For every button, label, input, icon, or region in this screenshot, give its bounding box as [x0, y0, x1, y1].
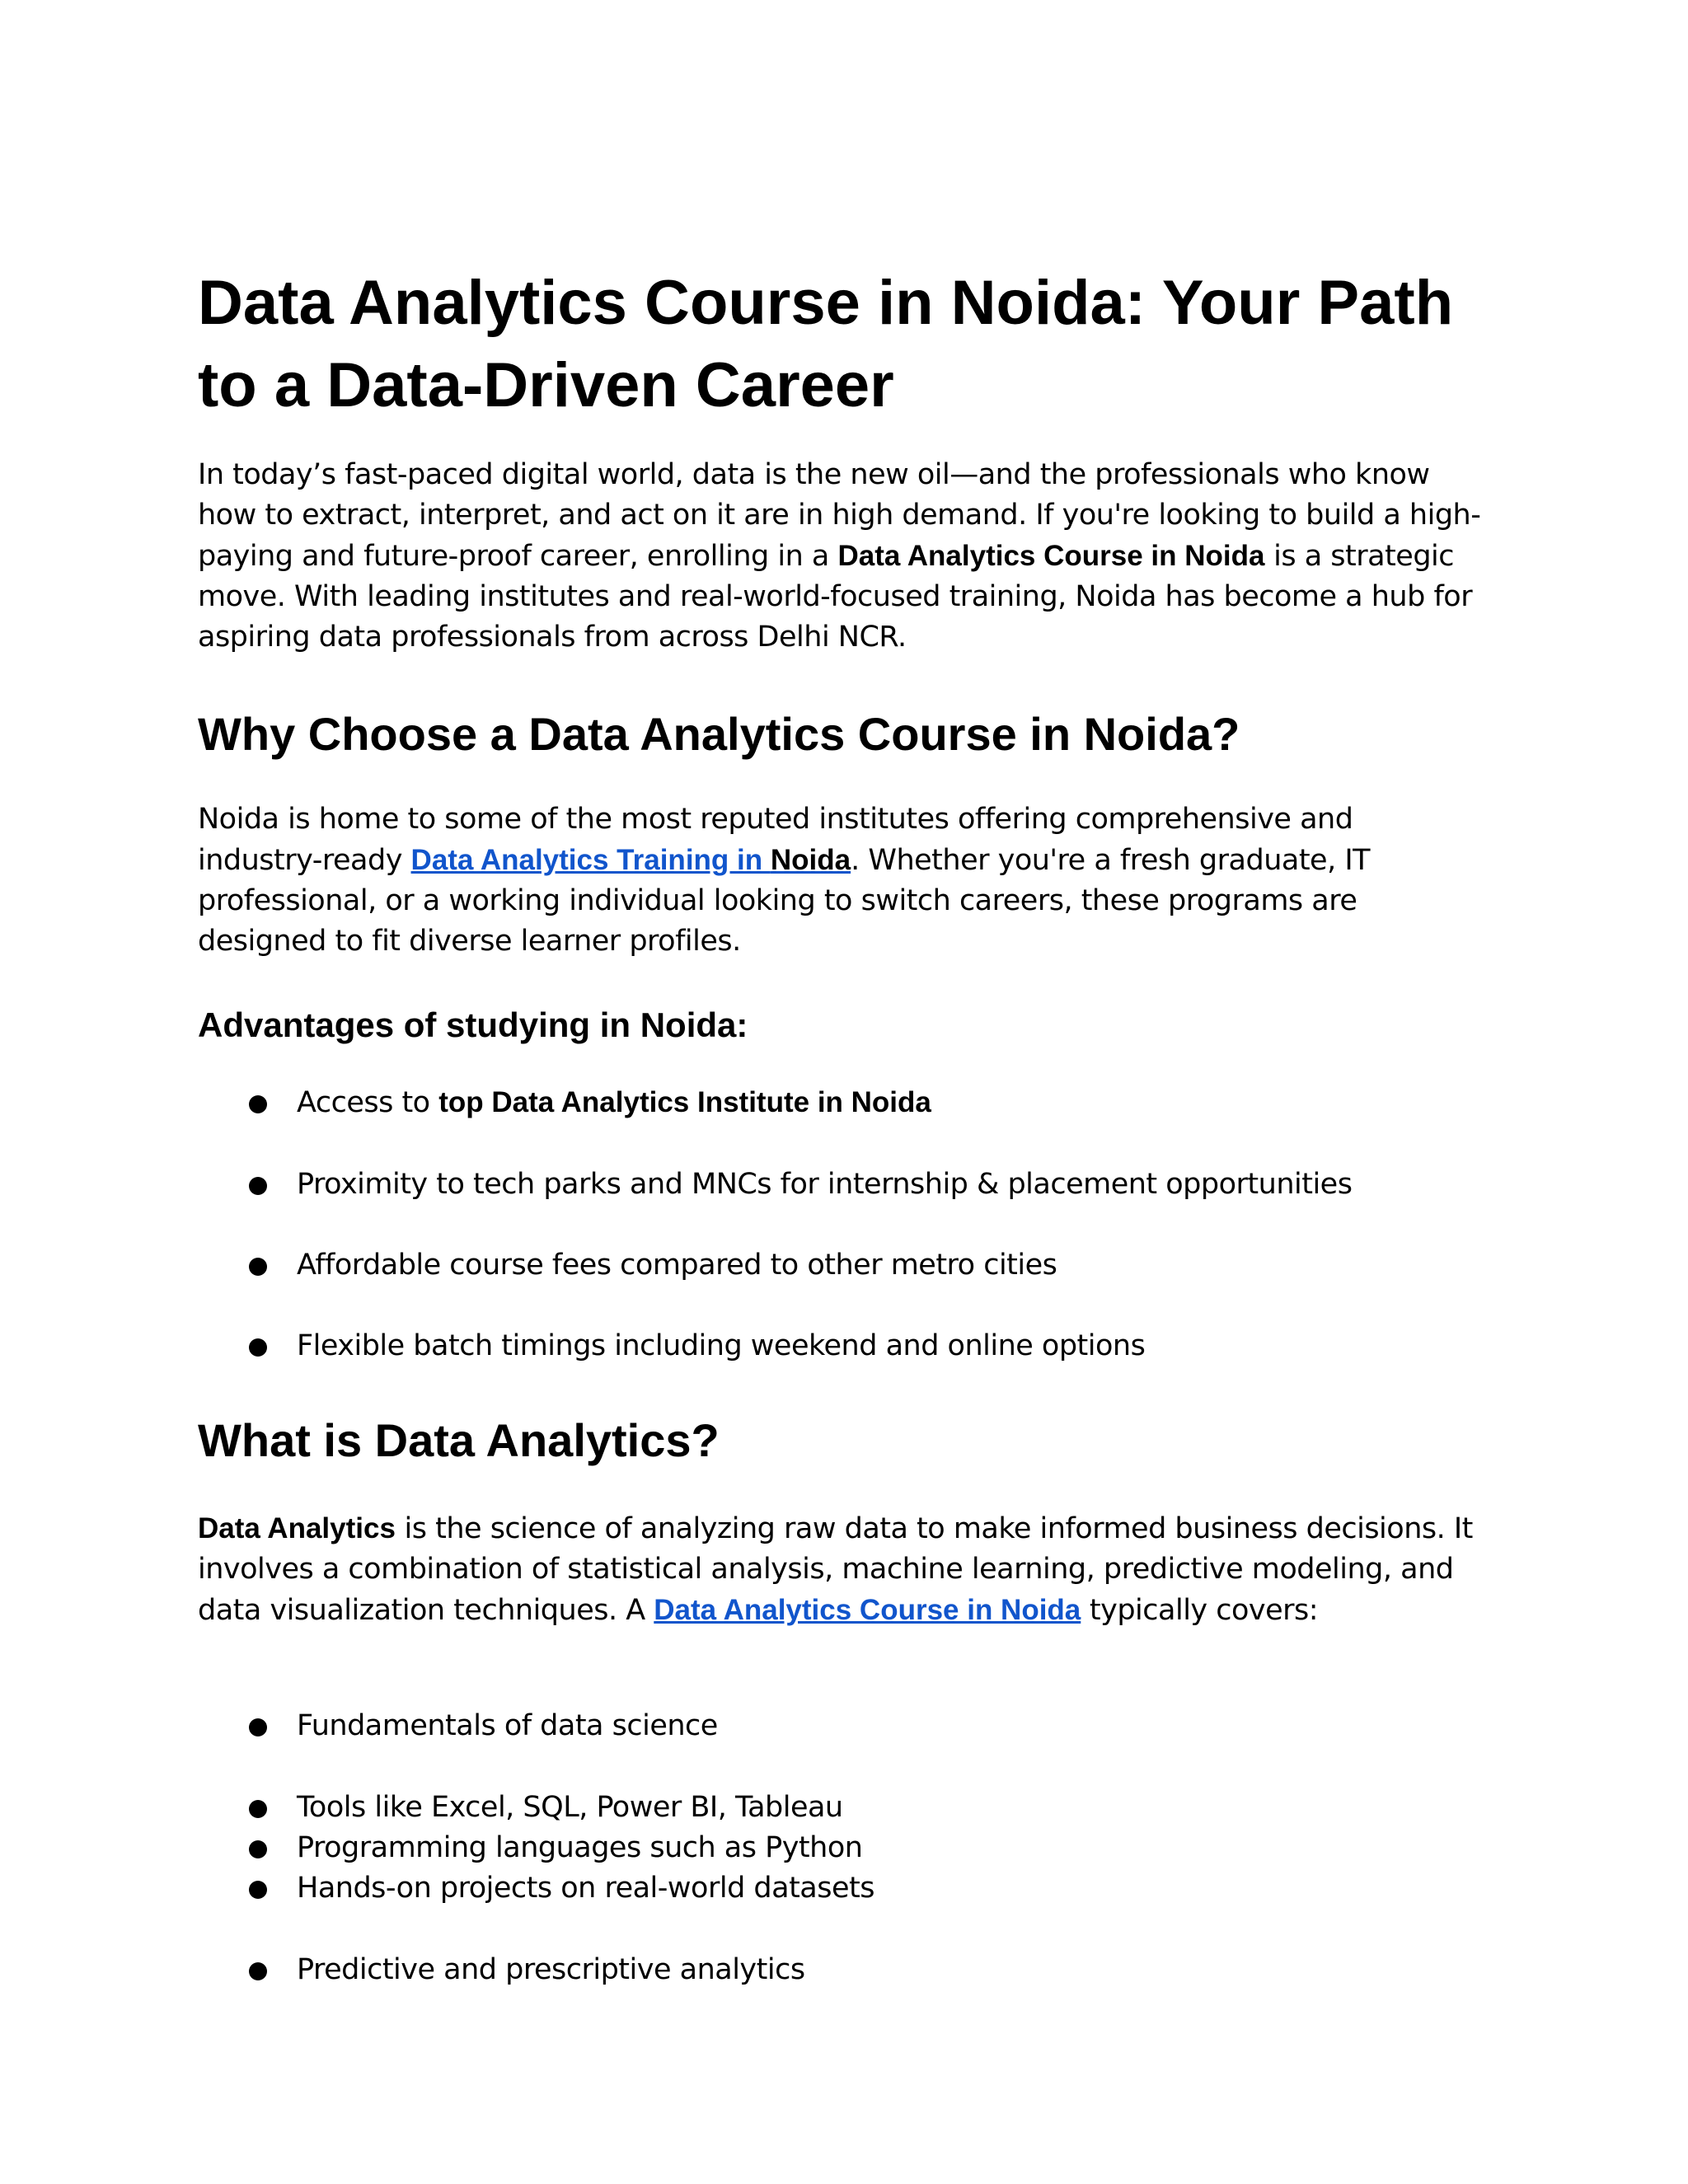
- what-text: is the science of analyzing raw data to make informed business decisions. It involves a combination of statistical analysis, machine learning, predictive modeling, and data visualization techniques. A: [198, 1512, 1473, 1627]
- what-text-end: typically covers:: [1081, 1594, 1319, 1627]
- course-link[interactable]: Data Analytics Course in Noida: [654, 1594, 1081, 1626]
- training-link-tail: Noida: [770, 844, 851, 876]
- bullet-icon: [249, 1718, 267, 1736]
- intro-text-end: is a strategic move. With leading institutes and real-world-focused training, Noida has become a hub for aspiring data professionals from across Delhi NCR.: [198, 540, 1473, 654]
- list-item-bold: top Data Analytics Institute in Noida: [438, 1086, 931, 1118]
- what-paragraph: [198, 1508, 1484, 1631]
- list-item-text: Hands-on projects on real-world datasets: [297, 1872, 874, 1905]
- list-item: [198, 1949, 1484, 1990]
- list-item-prefix: Access to: [297, 1086, 439, 1119]
- list-item-text: Predictive and prescriptive analytics: [297, 1953, 805, 1986]
- list-item: [198, 1787, 1484, 1828]
- intro-paragraph: [198, 455, 1484, 658]
- list-item: [198, 1868, 1484, 1909]
- why-text-end: . Whether you're a fresh graduate, IT professional, or a working individual looking to switch careers, these programs are designed to fit diverse learner profiles.: [198, 844, 1371, 958]
- list-item: [198, 1164, 1484, 1205]
- training-link[interactable]: [411, 844, 851, 876]
- list-item-text: Fundamentals of data science: [297, 1709, 718, 1742]
- training-link-label: Data Analytics Training in: [410, 844, 771, 876]
- advantages-heading: Advantages of studying in Noida:: [198, 1005, 748, 1044]
- list-item-text: Tools like Excel, SQL, Power BI, Tableau: [297, 1791, 843, 1824]
- intro-text: In today’s fast-paced digital world, data is the new oil—and the professionals who know how to extract, interpret, and act on it are in high demand. If you're looking to build a high-paying and future-proof career, enrolling in a: [198, 458, 1481, 573]
- bullet-icon: [249, 1800, 267, 1818]
- bullet-icon: [249, 1881, 267, 1899]
- list-item-text: Proximity to tech parks and MNCs for internship & placement opportunities: [297, 1168, 1353, 1201]
- intro-bold-text: Data Analytics Course in Noida: [837, 540, 1265, 572]
- page-title: Data Analytics Course in Noida: Your Path to a Data-Driven Career: [198, 268, 1454, 420]
- list-item-text: Programming languages such as Python: [297, 1831, 863, 1864]
- list-item: [198, 1244, 1484, 1286]
- list-item-text: Flexible batch timings including weekend and online options: [297, 1329, 1146, 1362]
- list-item: [198, 1082, 1484, 1123]
- why-text: Noida is home to some of the most reputed institutes offering comprehensive and industry-ready: [198, 803, 1353, 877]
- bullet-icon: [249, 1095, 267, 1113]
- bullet-icon: [249, 1962, 267, 1980]
- list-item: [198, 1827, 1484, 1868]
- bullet-icon: [249, 1258, 267, 1276]
- list-item-text: Affordable course fees compared to other metro cities: [297, 1249, 1057, 1282]
- why-paragraph: [198, 799, 1484, 962]
- what-bold-lead: Data Analytics: [198, 1512, 396, 1544]
- section-heading-why: Why Choose a Data Analytics Course in Noida?: [198, 708, 1240, 760]
- section-heading-what: What is Data Analytics?: [198, 1414, 720, 1466]
- list-item: [198, 1705, 1484, 1746]
- bullet-icon: [249, 1338, 267, 1357]
- bullet-icon: [249, 1840, 267, 1858]
- list-item-text: [297, 1082, 931, 1123]
- bullet-icon: [249, 1177, 267, 1195]
- list-item: [198, 1325, 1484, 1366]
